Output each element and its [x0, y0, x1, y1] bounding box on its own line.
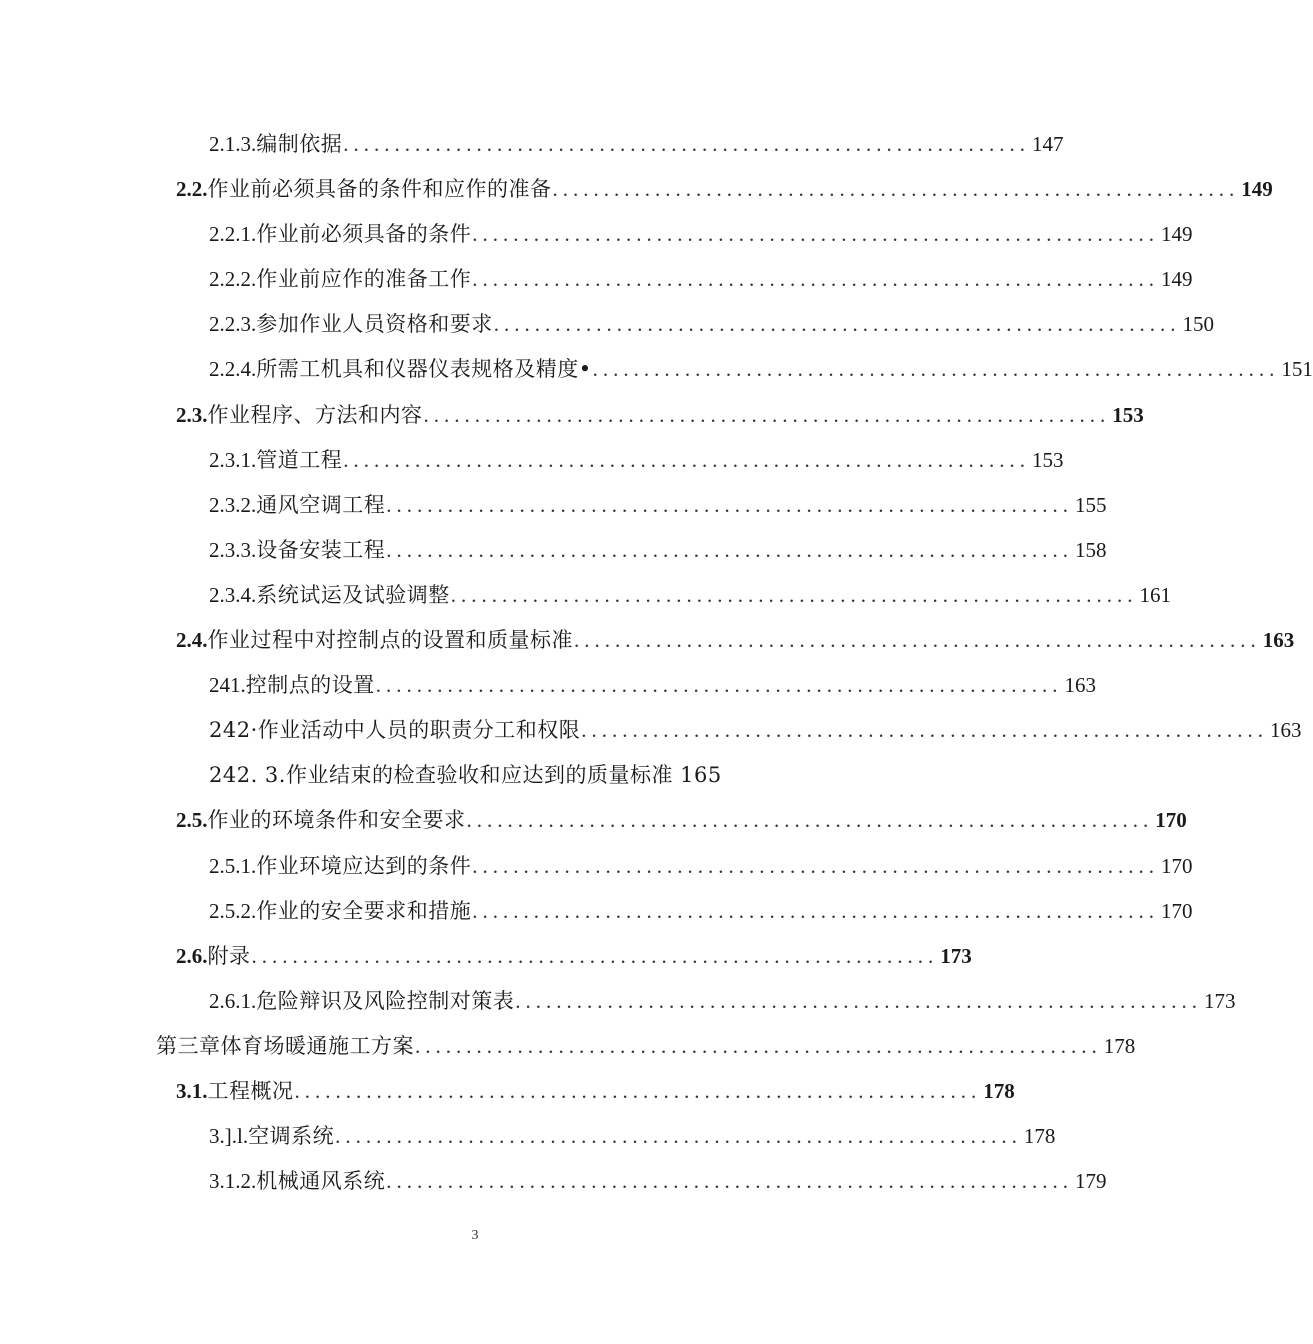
toc-entry-title: 作业环境应达到的条件: [256, 853, 472, 878]
toc-entry[interactable]: [0, 708, 1302, 753]
toc-entry-page: 178: [983, 1078, 1015, 1103]
toc-entry-number: 2.2.3.: [209, 312, 257, 337]
toc-entry-page: 149: [1241, 177, 1273, 202]
toc-entry-title: 作业前必须具备的条件和应作的准备: [207, 177, 552, 202]
toc-entry[interactable]: [0, 167, 1273, 212]
toc-dot-leader: ...................................................................: [375, 673, 1063, 698]
toc-entry-page: 149: [1161, 222, 1193, 247]
toc-entry-number: 2.2.2.: [209, 267, 257, 292]
toc-dot-leader: ...................................................................: [251, 943, 939, 968]
toc-entry[interactable]: [0, 1114, 1056, 1159]
toc-entry-page: 163: [1064, 673, 1096, 698]
table-of-contents: [0, 122, 1313, 1204]
toc-dot-leader: ...................................................................: [493, 312, 1181, 337]
toc-dot-leader: ...................................................................: [423, 402, 1111, 427]
toc-dot-leader: ...................................................................: [472, 898, 1159, 923]
toc-entry-number: 3.].l.: [209, 1124, 249, 1149]
toc-entry-title: 作业的安全要求和措施: [256, 898, 472, 923]
toc-entry-page: 170: [1155, 808, 1187, 833]
toc-dot-leader: ...................................................................: [466, 808, 1154, 833]
toc-entry-page: 178: [1023, 1124, 1056, 1149]
toc-entry-title: 空调系统: [248, 1124, 335, 1149]
toc-entry-title: 通风空调工程: [256, 492, 386, 517]
toc-entry-number: 2.6.1.: [209, 988, 257, 1013]
toc-dot-leader: ...................................................................: [386, 492, 1073, 517]
toc-entry[interactable]: [0, 618, 1295, 663]
toc-entry-number: 2.4.: [176, 628, 208, 653]
toc-entry-title: 作业过程中对控制点的设置和质量标准: [207, 628, 573, 653]
toc-entry-number: 2.2.1.: [209, 222, 257, 247]
toc-entry-number: 2.2.4.: [209, 357, 257, 382]
toc-entry-title: 参加作业人员资格和要求: [256, 312, 493, 337]
toc-entry-page: 173: [1204, 988, 1236, 1013]
toc-entry-title: 作业的环境条件和安全要求: [207, 808, 466, 833]
toc-entry-page: 178: [1103, 1033, 1136, 1058]
toc-dot-leader: ...................................................................: [450, 582, 1138, 607]
toc-entry-title: 所需工机具和仪器仪表规格及精度•: [256, 357, 592, 382]
toc-entry-number: 2.6.: [176, 943, 208, 968]
toc-entry-title: 附录: [207, 943, 251, 968]
toc-entry[interactable]: [0, 528, 1107, 573]
toc-entry[interactable]: [0, 1159, 1107, 1204]
toc-entry-title: 242·作业活动中人员的职责分工和权限: [209, 718, 581, 743]
toc-entry-page: 173: [940, 943, 972, 968]
toc-entry-page: 153: [1032, 447, 1064, 472]
toc-entry-page: 153: [1112, 402, 1144, 427]
toc-entry-title: 管道工程: [256, 447, 343, 472]
toc-entry-number: 2.5.: [176, 808, 208, 833]
toc-entry[interactable]: [0, 302, 1214, 347]
toc-entry-page: 170: [1161, 898, 1193, 923]
toc-dot-leader: ...................................................................: [415, 1033, 1102, 1058]
toc-entry-title: 危险辩识及风险控制对策表: [256, 988, 515, 1013]
toc-dot-leader: ...................................................................: [574, 628, 1261, 653]
toc-dot-leader: ...................................................................: [386, 1169, 1073, 1194]
toc-entry[interactable]: [0, 663, 1096, 708]
toc-entry-title: 控制点的设置: [245, 673, 375, 698]
toc-entry-title: 工程概况: [207, 1078, 294, 1103]
toc-entry[interactable]: [0, 798, 1187, 843]
toc-entry[interactable]: [0, 122, 1064, 167]
toc-dot-leader: ...................................................................: [592, 357, 1280, 382]
toc-chapter-entry[interactable]: [0, 1024, 1136, 1069]
toc-dot-leader: ...................................................................: [472, 267, 1159, 292]
toc-dot-leader: ...................................................................: [294, 1078, 982, 1103]
toc-entry-number: 2.5.1.: [209, 853, 257, 878]
toc-entry-page: 151: [1281, 357, 1313, 382]
toc-entry-number: 3.1.2.: [209, 1169, 257, 1194]
toc-entry[interactable]: [0, 483, 1107, 528]
toc-entry-page: 170: [1161, 853, 1193, 878]
toc-dot-leader: ...................................................................: [335, 1124, 1022, 1149]
toc-entry-page: 163: [1270, 718, 1302, 743]
toc-entry-title: 机械通风系统: [256, 1169, 386, 1194]
toc-entry[interactable]: [0, 573, 1171, 618]
toc-entry[interactable]: [0, 889, 1193, 934]
page-number-footer: 3: [471, 1228, 479, 1243]
toc-entry-title: 第三章体育场暖通施工方案: [156, 1033, 414, 1058]
toc-dot-leader: ...................................................................: [472, 222, 1159, 247]
toc-entry[interactable]: [0, 257, 1193, 302]
toc-dot-leader: ...................................................................: [581, 718, 1269, 743]
toc-entry-title: 作业前必须具备的条件: [256, 222, 472, 247]
toc-entry[interactable]: [0, 979, 1236, 1024]
toc-entry[interactable]: [0, 844, 1193, 889]
toc-entry-number: 2.5.2.: [209, 898, 257, 923]
toc-dot-leader: ...................................................................: [515, 988, 1202, 1013]
toc-entry-page: 163: [1262, 628, 1295, 653]
toc-entry-number: 2.3.1.: [209, 447, 257, 472]
toc-entry-page: 155: [1075, 492, 1107, 517]
toc-entry-page: 161: [1139, 582, 1171, 607]
toc-dot-leader: ...................................................................: [343, 132, 1030, 156]
toc-entry-title: 设备安装工程: [256, 537, 386, 562]
toc-entry-number: 2.3.2.: [209, 492, 257, 517]
toc-entry-page: 149: [1161, 267, 1193, 292]
toc-entry[interactable]: [0, 934, 972, 979]
toc-entry-title: 编制依据: [256, 132, 343, 156]
toc-entry[interactable]: [0, 438, 1064, 483]
toc-entry-title: 作业程序、方法和内容: [207, 402, 423, 427]
toc-dot-leader: ...................................................................: [552, 177, 1240, 202]
toc-dot-leader: ...................................................................: [386, 537, 1073, 562]
toc-entry-number: 2.1.3.: [209, 132, 257, 156]
toc-dot-leader: ...................................................................: [472, 853, 1159, 878]
toc-entry[interactable]: [0, 212, 1193, 257]
toc-entry-number: 2.3.3.: [209, 537, 257, 562]
toc-dot-leader: ...................................................................: [343, 447, 1030, 472]
toc-entry-number: 241.: [209, 673, 246, 698]
toc-entry[interactable]: [0, 347, 1313, 392]
toc-entry-page: 150: [1182, 312, 1214, 337]
toc-entry[interactable]: [0, 393, 1144, 438]
toc-entry-number: 2.3.4.: [209, 582, 257, 607]
toc-entry[interactable]: [0, 1069, 1015, 1114]
toc-entry-title: 作业前应作的准备工作: [256, 267, 472, 292]
toc-entry-title: 242. 3.作业结束的检查验收和应达到的质量标准 165: [209, 763, 722, 788]
toc-entry-number: 3.1.: [176, 1078, 208, 1103]
toc-entry-page: 179: [1075, 1169, 1107, 1194]
toc-entry-title: 系统试运及试验调整: [256, 582, 450, 607]
toc-entry-number: 2.3.: [176, 402, 208, 427]
toc-entry[interactable]: [0, 753, 950, 798]
toc-entry-page: 147: [1032, 132, 1064, 156]
toc-entry-page: 158: [1075, 537, 1107, 562]
toc-entry-number: 2.2.: [176, 177, 208, 202]
